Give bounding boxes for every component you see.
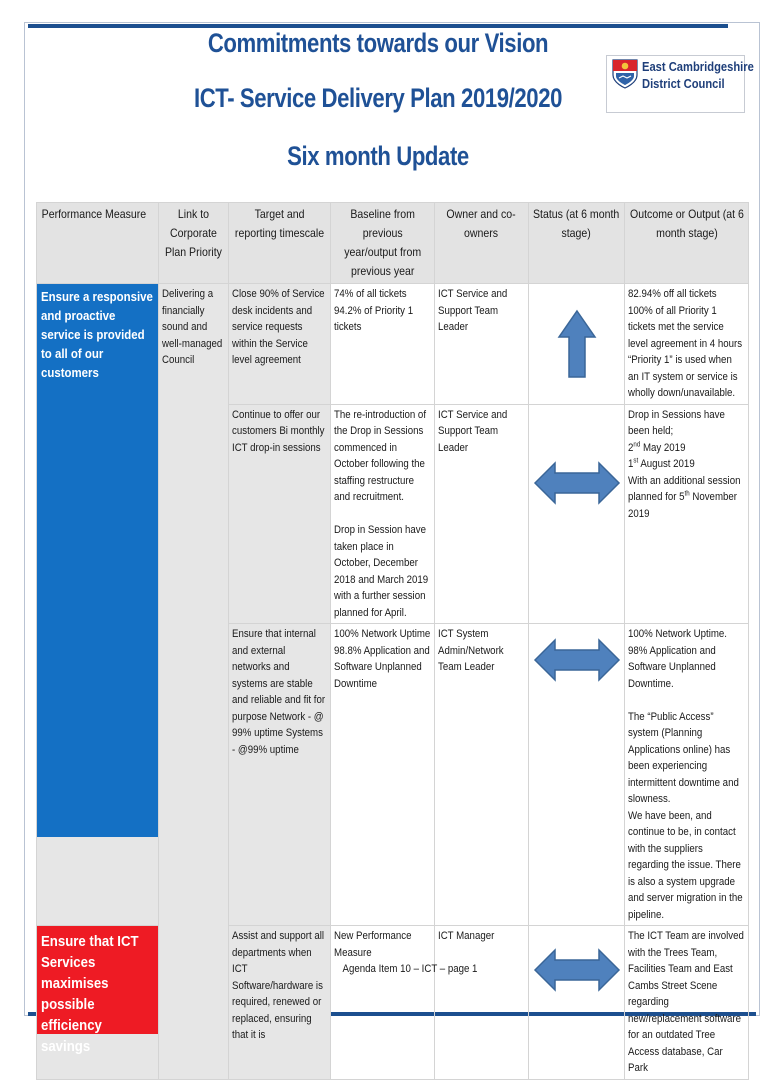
corporate-priority-cell xyxy=(159,284,229,1080)
col-header-baseline: Baseline from previous year/output from previous year xyxy=(331,203,435,284)
council-logo xyxy=(606,55,754,113)
status-double-arrow-icon xyxy=(533,461,621,505)
baseline-cell: New Performance Measure xyxy=(331,926,435,1080)
outcome-cell: 100% Network Uptime. 98% Application and Software Unplanned Downtime. The “Public Access” system (Planning Applications online) has been experiencing intermittent downtime and slowness. We have been, and continue to be, in contact with the suppliers regarding the issue. There is also a system upgrade and server migration in the pipeline. xyxy=(625,624,749,926)
outcome-cell: 82.94% off all tickets 100% of all Priority 1 tickets met the service level agreement in 4 hours “Priority 1” is used when an IT system or service is wholly down/unavailable. xyxy=(625,284,749,405)
table-header-row xyxy=(37,203,749,284)
baseline-cell: The re-introduction of the Drop in Sessions commenced in October following the staffing restructure and recruitment. Drop in Session have taken place in October, December 2018 and March 2019 with a further session planned for April. xyxy=(331,404,435,624)
owner-cell: ICT Service and Support Team Leader xyxy=(435,404,529,624)
outcome-cell: Drop in Sessions have been held; 2nd May 2019 1st August 2019 With an additional session planned for 5th November 2019 xyxy=(625,404,749,624)
service-delivery-table xyxy=(36,202,749,1080)
measure-cell-responsive xyxy=(37,284,159,926)
council-crest-icon xyxy=(612,59,638,89)
council-name-line1: East Cambridgeshire xyxy=(642,59,754,74)
target-cell: Assist and support all departments when ICT Software/hardware is required, renewed or replaced, ensuring that it is xyxy=(229,926,331,1080)
outcome-cell: The ICT Team are involved with the Trees Team, Facilities Team and East Cambs Street Scene regarding new/replacement software for an outdated Tree Access database, Car Park xyxy=(625,926,749,1080)
col-header-corporate-priority: Link to Corporate Plan Priority xyxy=(159,203,229,284)
baseline-cell: 74% of all tickets 94.2% of Priority 1 tickets xyxy=(331,284,435,405)
col-header-owner: Owner and co-owners xyxy=(435,203,529,284)
measure-text: Ensure that ICT Services maximises possible efficiency savings xyxy=(41,933,139,1055)
owner-cell: ICT System Admin/Network Team Leader xyxy=(435,624,529,926)
status-double-arrow-icon xyxy=(533,638,621,682)
target-cell: Close 90% of Service desk incidents and service requests within the Service level agreement xyxy=(229,284,331,405)
page-footer: Agenda Item 10 – ICT – page 1 xyxy=(342,963,478,975)
owner-cell: ICT Manager xyxy=(435,926,529,1080)
corporate-priority-text: Delivering a financially sound and well-managed Council xyxy=(162,288,223,366)
col-header-measure: Performance Measure xyxy=(37,203,159,284)
page-title: Commitments towards our Vision xyxy=(207,28,549,58)
col-header-target: Target and reporting timescale xyxy=(229,203,331,284)
table-row xyxy=(37,926,749,1080)
table-row xyxy=(37,284,749,405)
council-name-line2: District Council xyxy=(642,76,725,91)
owner-cell: ICT Service and Support Team Leader xyxy=(435,284,529,405)
status-cell xyxy=(529,624,625,926)
col-header-outcome: Outcome or Output (at 6 month stage) xyxy=(625,203,749,284)
col-header-status: Status (at 6 month stage) xyxy=(529,203,625,284)
status-cell xyxy=(529,404,625,624)
plan-title: ICT- Service Delivery Plan 2019/2020 xyxy=(193,83,563,113)
measure-text: Ensure a responsive and proactive service is provided to all of our customers xyxy=(41,289,153,380)
update-subtitle: Six month Update xyxy=(287,141,469,171)
target-cell: Ensure that internal and external networks and systems are stable and reliable and fit for purpose Network - @ 99% uptime Systems - @99% uptime xyxy=(229,624,331,926)
status-cell xyxy=(529,284,625,405)
measure-cell-efficiency xyxy=(37,926,159,1080)
council-name xyxy=(642,58,754,92)
status-cell xyxy=(529,926,625,1080)
status-up-arrow-icon xyxy=(557,309,597,379)
target-cell: Continue to offer our customers Bi monthly ICT drop-in sessions xyxy=(229,404,331,624)
baseline-cell: 100% Network Uptime 98.8% Application and Software Unplanned Downtime xyxy=(331,624,435,926)
